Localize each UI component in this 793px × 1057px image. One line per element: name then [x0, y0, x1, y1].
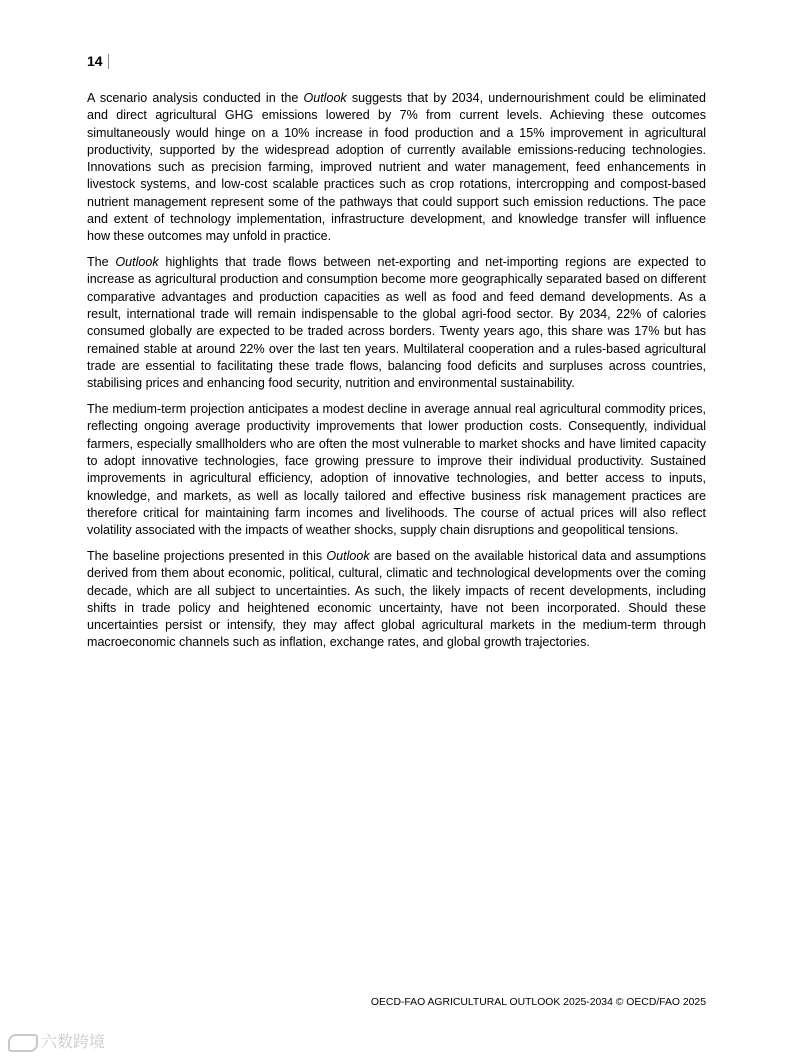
paragraph-text: The medium-term projection anticipates a modest decline in average annual real agricultural commodity prices, reflecting ongoing average productivity improvements that lower production costs. Consequently, individual farmers, especially smallholders who are often the most vulnerable to market shocks and have limited capacity to adopt innovative technologies, face growing pressure to improve their individual productivity. Sustained improvements in agricultural efficiency, adoption of innovative technologies, and better access to inputs, knowledge, and markets, as well as locally tailored and effective business risk management practices are therefore critical for maintaining farm incomes and livelihoods. The course of actual prices will also reflect volatility associated with the impacts of weather shocks, supply chain disruptions and geopolitical tensions. [87, 402, 706, 538]
watermark [8, 1033, 105, 1053]
paragraph-4 [87, 548, 706, 652]
page-footer: OECD-FAO AGRICULTURAL OUTLOOK 2025-2034 © OECD/FAO 2025 [370, 997, 706, 1008]
outlook-title-italic: Outlook [326, 548, 370, 563]
outlook-title-italic: Outlook [303, 91, 347, 105]
paragraph-text: A scenario analysis conducted in the [87, 91, 304, 105]
header-divider [108, 54, 109, 69]
watermark-logo-icon [8, 1034, 38, 1052]
paragraph-text: The [87, 255, 116, 270]
watermark-text: 六数跨境 [41, 1034, 106, 1051]
paragraph-1 [87, 90, 706, 246]
paragraph-text: The baseline projections presented in this [87, 548, 327, 563]
paragraph-text: are based on the available historical data and assumptions derived from them about economic, political, cultural, climatic and technological developments over the coming decade, which are all subject to uncertainties. As such, the likely impacts of recent developments, including shifts in trade policy and heightened economic uncertainty, have not been incorporated. Should these uncertainties persist or intensify, they may affect global agricultural markets in the medium-term through macroeconomic channels such as inflation, exchange rates, and global growth trajectories. [87, 548, 706, 650]
paragraph-2 [87, 254, 706, 392]
outlook-title-italic: Outlook [115, 255, 159, 270]
paragraph-3 [87, 401, 706, 539]
page-header [87, 52, 109, 70]
page-number: 14 [87, 53, 103, 69]
paragraph-text: suggests that by 2034, undernourishment could be eliminated and direct agricultural GHG emissions lowered by 7% from current levels. Achieving these outcomes simultaneously would hinge on a 10% increase in food production and a 15% improvement in agricultural productivity, supported by the widespread adoption of currently available emissions-reducing technologies. Innovations such as precision farming, improved nutrient and water management, feed enhancements in livestock systems, and low-cost scalable practices such as crop rotations, intercropping and compost-based nutrient management represent some of the pathways that could support such emission reductions. The pace and extent of technology implementation, infrastructure development, and knowledge transfer will influence how these outcomes may unfold in practice. [87, 91, 706, 244]
body-text [87, 90, 706, 660]
paragraph-text: highlights that trade flows between net-exporting and net-importing regions are expected to increase as agricultural production and consumption become more geographically separated based on different comparative advantages and production capacities as well as food and feed demand developments. As a result, international trade will remain indispensable to the global agri-food sector. By 2034, 22% of calories consumed globally are expected to be traded across borders. Twenty years ago, this share was 17% but has remained stable at around 22% over the last ten years. Multilateral cooperation and a rules-based agricultural trade are essential to facilitating these trade flows, balancing food deficits and surpluses across countries, stabilising prices and enhancing food security, nutrition and environmental sustainability. [87, 255, 706, 391]
